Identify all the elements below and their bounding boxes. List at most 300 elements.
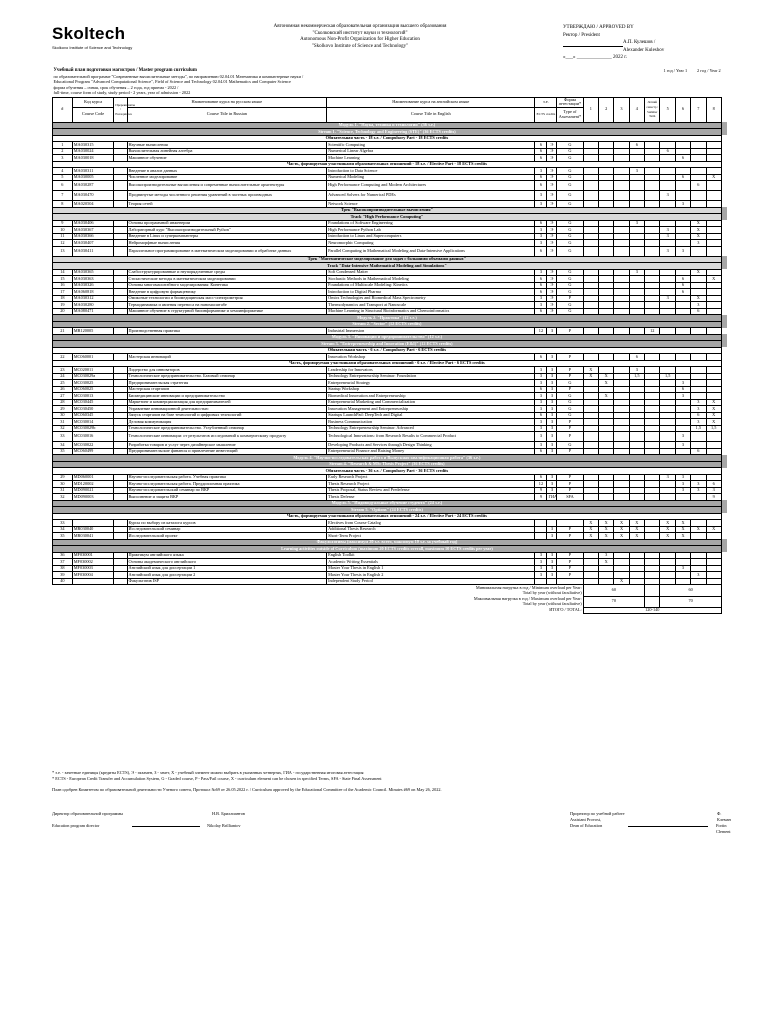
term-cell: X bbox=[629, 520, 644, 527]
exam-type: З bbox=[547, 425, 557, 432]
term-cell bbox=[629, 246, 644, 256]
course-title-en: High Performance Python Lab bbox=[327, 227, 535, 234]
term-cell bbox=[675, 191, 690, 201]
row-number: 2 bbox=[53, 148, 73, 155]
grading-type: G bbox=[557, 246, 583, 256]
exam-type: З bbox=[547, 565, 557, 572]
credits: 6 bbox=[535, 386, 547, 393]
credits: 3 bbox=[535, 432, 547, 442]
module-title-en: Track "High Performance Computing" bbox=[53, 214, 722, 221]
term-cell bbox=[691, 246, 706, 256]
grading-type: G bbox=[557, 220, 583, 227]
credits: 6 bbox=[535, 155, 547, 162]
course-title-ru: Основы академического английского bbox=[127, 559, 327, 566]
exam-type: З bbox=[547, 373, 557, 380]
term-cell bbox=[614, 181, 629, 191]
grading-type: P bbox=[557, 552, 583, 559]
course-code: MC030450 bbox=[72, 406, 114, 413]
course-title-en: Technology Entrepreneurship Seminar: Foundation bbox=[327, 373, 535, 380]
logo-tagline: Skolkovo Institute of Science and Technology bbox=[52, 45, 133, 50]
grading-type: G bbox=[557, 240, 583, 247]
credits: 3 bbox=[535, 227, 547, 234]
year1-header: 1 год / Year 1 bbox=[663, 68, 688, 74]
term-cell: X bbox=[660, 526, 675, 533]
credits: 3 bbox=[535, 425, 547, 432]
course-title-ru: Английский язык для диссертации 2 bbox=[127, 572, 327, 579]
course-title-ru: Омиксные технологии и биомедицинская масс-спектрометрия bbox=[127, 295, 327, 302]
course-title-en: Thesis Defense bbox=[327, 494, 535, 501]
module-title: Модуль 5. "Индивидуальные обучение студента" (24 з.е.) bbox=[53, 500, 722, 507]
term-cell bbox=[629, 191, 644, 201]
course-title-en: Introduction to Linux and Supercomputers bbox=[327, 233, 535, 240]
title-en-header: Наименование курса на английском языке bbox=[327, 97, 535, 107]
term-cell: 3 bbox=[660, 295, 675, 302]
term-cell: X bbox=[583, 367, 598, 374]
term-cell: X bbox=[675, 520, 690, 527]
table-cell bbox=[721, 432, 727, 442]
course-title-en: Innovation Workshop bbox=[327, 354, 535, 361]
course-code: MA030406 bbox=[72, 220, 114, 227]
section-title: Обязательная часть - 18 з.е. / Compulsory Part - 18 ECTS credits bbox=[53, 135, 722, 142]
credits: 3 bbox=[535, 442, 547, 449]
term-cell bbox=[629, 181, 644, 191]
course-code: MA030312 bbox=[72, 295, 114, 302]
credits: 3 bbox=[535, 240, 547, 247]
row-number: 31 bbox=[53, 419, 73, 426]
exam-type: З bbox=[547, 481, 557, 488]
row-number: 14 bbox=[53, 269, 73, 276]
term-cell: 3 bbox=[691, 302, 706, 309]
course-title-ru: Факультатив ISP bbox=[127, 578, 327, 585]
max-load-year1: 70 bbox=[583, 596, 644, 607]
term-cell: 3 bbox=[691, 399, 706, 406]
min-load-year2: 60 bbox=[660, 585, 721, 597]
term-cell: 1,5 bbox=[691, 425, 706, 432]
grading-type: P bbox=[557, 425, 583, 432]
module-title-en: Learning activities outside of Curriculum (maximum 20 ECTS credits overall, maximum 10 ECTS credits per year) bbox=[53, 546, 722, 553]
row-number: 34 bbox=[53, 526, 73, 533]
credits: 3 bbox=[535, 302, 547, 309]
term-cell: X bbox=[598, 393, 613, 400]
exam-type: ГИА bbox=[548, 493, 558, 499]
course-title-en: Industrial Immersion bbox=[327, 328, 535, 335]
row-number: 3 bbox=[53, 155, 73, 162]
term-cell: X bbox=[706, 174, 721, 181]
exam-type: З bbox=[547, 526, 557, 533]
assess-header: Форма аттестации* bbox=[558, 96, 582, 107]
credits: 3 bbox=[535, 552, 547, 559]
grading-type: P bbox=[557, 487, 583, 494]
credits: 12 bbox=[535, 328, 547, 335]
course-code: MA030311 bbox=[72, 168, 114, 175]
row-number: 39 bbox=[53, 572, 73, 579]
course-title-en: Independent Study Period bbox=[327, 578, 535, 585]
term-cell bbox=[706, 181, 721, 191]
course-title-en: Short-Term Project bbox=[327, 533, 535, 540]
term-cell bbox=[706, 432, 721, 442]
course-title-ru: Биомедицинские инновации и предпринимательство bbox=[127, 393, 327, 400]
credits: 6 bbox=[535, 246, 547, 256]
term-cell bbox=[645, 432, 660, 442]
exam-type: З bbox=[547, 419, 557, 426]
course-title-en: Thesis Research Project bbox=[327, 481, 535, 488]
exam-type: Э bbox=[547, 269, 557, 276]
term-cell: X bbox=[691, 233, 706, 240]
skoltech-logo bbox=[52, 24, 132, 50]
course-title-ru: Технологические инновации: от результатов исследований к коммерческому продукту bbox=[127, 432, 327, 442]
course-title-ru: Практикум английского языка bbox=[127, 552, 327, 559]
course-title-ru: Мастерская инноваций bbox=[127, 354, 327, 361]
year2-header: 2 год / Year 2 bbox=[697, 68, 721, 74]
right-signature-name-ru: Ф. Клеман bbox=[717, 811, 731, 822]
exam-type: З bbox=[547, 572, 557, 579]
row-number: 29 bbox=[53, 474, 73, 481]
course-title-ru: Введение в цифровую фармацевтику bbox=[127, 289, 327, 296]
course-title-en: Master Your Thesis in English 2 bbox=[327, 572, 535, 579]
credits: 3 bbox=[535, 201, 547, 208]
course-code: MB120005 bbox=[72, 328, 114, 335]
exam-type: Э bbox=[547, 148, 557, 155]
course-code: MF030004 bbox=[72, 572, 114, 579]
grading-type: P bbox=[557, 481, 583, 488]
approval-title: УТВЕРЖДАЮ / APPROVED BY bbox=[563, 25, 634, 30]
row-number: 22 bbox=[53, 354, 73, 361]
term-cell: X bbox=[660, 533, 675, 540]
term-cell: 3 bbox=[691, 481, 706, 488]
module-title-en: Stream 1. "Science, Technology and Engineering (STE)" (36 ECTS credits) bbox=[53, 129, 722, 136]
course-title-en: Neuromorphic Computing bbox=[327, 240, 535, 247]
course-code: MC030029b bbox=[72, 425, 114, 432]
exam-type: Э bbox=[547, 308, 557, 315]
exam-type: З bbox=[547, 474, 557, 481]
course-title-ru: Технологическое предпринимательство. Базовый семинар bbox=[127, 373, 327, 380]
course-code: MA030287 bbox=[72, 181, 114, 191]
course-code: MA080471 bbox=[72, 308, 114, 315]
module-title: Модуль 2. "Практика" (12 з.е.) bbox=[53, 315, 722, 322]
term-cell: X bbox=[691, 220, 706, 227]
table-row bbox=[53, 181, 728, 191]
term-cell: 3 bbox=[675, 246, 690, 256]
row-number: 34 bbox=[53, 442, 73, 449]
code-header: Код курса bbox=[72, 97, 114, 107]
term-cell bbox=[583, 191, 598, 201]
course-title-en: Introduction to Data Science bbox=[327, 168, 535, 175]
grading-type: G bbox=[557, 308, 583, 315]
grading-type: G bbox=[557, 168, 583, 175]
term-cell: 6 bbox=[660, 148, 675, 155]
course-title-ru: Технологическое предпринимательство. Углубленный семинар bbox=[127, 425, 327, 432]
course-title-ru: Выполнение и защита ВКР bbox=[127, 494, 327, 501]
org-line: Автономная некоммерческая образовательная организация высшего образования bbox=[273, 24, 447, 29]
row-number: 6 bbox=[53, 181, 73, 191]
course-code: MA030367 bbox=[72, 227, 114, 234]
row-number: 35 bbox=[53, 533, 73, 540]
course-title-en: Technology Entrepreneurship Seminar: Advanced bbox=[327, 425, 535, 432]
credits: 3 bbox=[535, 419, 547, 426]
term-cell: 3 bbox=[660, 246, 675, 256]
module-title-en: Stream 4. "Research & MSc Thesis Project" (36 ECTS credits) bbox=[53, 461, 722, 468]
credits: 3 bbox=[535, 367, 547, 374]
course-title-ru: Стохастические методы в математическом моделировании bbox=[127, 276, 327, 283]
credits: 9 bbox=[535, 487, 547, 494]
grading-type: P bbox=[557, 386, 583, 393]
credits-header-en: ECTS credits bbox=[535, 107, 557, 122]
term-cell: 3 bbox=[629, 367, 644, 374]
table-cell bbox=[721, 585, 727, 597]
grading-type: SFA bbox=[557, 494, 583, 501]
row-number: 9 bbox=[53, 220, 73, 227]
credits: 6 bbox=[535, 289, 547, 296]
row-number: 32 bbox=[53, 425, 73, 432]
term-cell bbox=[691, 191, 706, 201]
exam-type: Э bbox=[547, 142, 557, 149]
term-cell bbox=[706, 246, 721, 256]
course-code: MA030407 bbox=[72, 240, 114, 247]
term-cell bbox=[583, 432, 598, 442]
exam-type: Э bbox=[547, 233, 557, 240]
course-title-en: Electives from Course Catalog bbox=[327, 520, 535, 527]
course-title-en: Thermodynamics and Transport at Nanoscale bbox=[327, 302, 535, 309]
course-title-en: Advanced Solvers for Numerical PDEs bbox=[327, 191, 535, 201]
summer-total bbox=[645, 596, 660, 607]
course-code: MA030315 bbox=[72, 142, 114, 149]
table-header bbox=[53, 97, 728, 107]
exam-type: Э bbox=[547, 246, 557, 256]
course-title-en: Numerical Linear Algebra bbox=[327, 148, 535, 155]
prereq-cell bbox=[114, 432, 127, 442]
term-cell: X bbox=[675, 526, 690, 533]
term-cell: X bbox=[706, 276, 721, 283]
term-cell: 3 bbox=[675, 380, 690, 387]
term-cell: X bbox=[598, 559, 613, 566]
course-title-en: Entrepreneurial Finance and Raising Money bbox=[327, 448, 535, 455]
row-number: 32 bbox=[53, 494, 73, 501]
row-number: 8 bbox=[53, 201, 73, 208]
grading-type: G bbox=[557, 155, 583, 162]
term-cell bbox=[598, 432, 613, 442]
row-number: 33 bbox=[53, 520, 73, 527]
term-cell: 3 bbox=[675, 432, 690, 442]
term-cell: 3 bbox=[691, 419, 706, 426]
course-code: MC030025 bbox=[72, 380, 114, 387]
exam-type: Э bbox=[547, 168, 557, 175]
term-cell: 3 bbox=[675, 393, 690, 400]
term-cell: 6 bbox=[675, 386, 690, 393]
row-number: 38 bbox=[53, 565, 73, 572]
grading-type: G bbox=[557, 393, 583, 400]
exam-type: З bbox=[547, 442, 557, 449]
credits: 6 bbox=[535, 276, 547, 283]
term-cell: 3 bbox=[675, 481, 690, 488]
grading-type: P bbox=[557, 526, 583, 533]
course-code: MA060818 bbox=[72, 289, 114, 296]
grading-type: P bbox=[557, 419, 583, 426]
table-cell bbox=[721, 191, 727, 201]
course-title-en: Startup Workshop bbox=[327, 386, 535, 393]
exam-type: З bbox=[547, 552, 557, 559]
credits: 6 bbox=[535, 181, 547, 191]
term-cell: X bbox=[660, 520, 675, 527]
term-cell: 3 bbox=[660, 227, 675, 234]
course-title-en: Machine Learning in Structural Bioinformatics and Chemoinformatics bbox=[327, 308, 535, 315]
course-title-ru: Лидерство для инноваторов bbox=[127, 367, 327, 374]
row-number: 20 bbox=[53, 308, 73, 315]
course-code: MA030024 bbox=[72, 148, 114, 155]
grading-type: G bbox=[557, 276, 583, 283]
prereq-cell bbox=[114, 191, 127, 201]
min-load-sub: Total by year (without facultative) bbox=[522, 590, 582, 596]
grading-type: P bbox=[557, 565, 583, 572]
row-number: 35 bbox=[53, 448, 73, 455]
course-code: MC020011 bbox=[72, 367, 114, 374]
table-cell bbox=[721, 181, 727, 191]
table-cell bbox=[721, 97, 727, 122]
course-title-en: Leadership for Innovators bbox=[327, 367, 535, 374]
term-cell: 3 bbox=[629, 220, 644, 227]
row-number: 5 bbox=[53, 174, 73, 181]
term-cell bbox=[629, 432, 644, 442]
module-title: Модуль 4. "Научно-исследовательская работа и Выпускная квалификационная работа" (36 з.е.) bbox=[53, 455, 722, 462]
credits: 6 bbox=[535, 354, 547, 361]
exam-type: Э bbox=[547, 220, 557, 227]
term-header: 4 bbox=[629, 97, 644, 122]
course-title-en: Foundations of Software Engineering bbox=[327, 220, 535, 227]
approval-signature bbox=[563, 39, 733, 47]
course-title-en: Innovation Management and Entrepreneurship bbox=[327, 406, 535, 413]
module-title: Трек "Математическое моделирование для задач с большими объемами данных" bbox=[53, 256, 722, 263]
exam-type: З bbox=[547, 559, 557, 566]
term-cell: 3 bbox=[691, 487, 706, 494]
right-signature-role-en2: Dean of Education bbox=[570, 823, 603, 828]
exam-type: З bbox=[547, 533, 557, 540]
max-load-label: Максимальная нагрузка в год / Maximum overload per Year: bbox=[473, 595, 582, 601]
total-value: 120-140 bbox=[583, 607, 721, 614]
course-title-ru: Введение в Linux и суперкомпьютеры bbox=[127, 233, 327, 240]
section-title: Часть, формируемая участниками образовательных отношений - 6 з.е. / Elective Part - 6 ECTS credits bbox=[53, 360, 722, 367]
course-title-ru: Производственная практика bbox=[127, 328, 327, 335]
course-title-en: Biomedical Innovation and Entrepreneurship bbox=[327, 393, 535, 400]
course-title-ru: Маркетинг и коммерциализация для предпринимателей bbox=[127, 399, 327, 406]
grading-type: P bbox=[557, 474, 583, 481]
row-number: 17 bbox=[53, 289, 73, 296]
row-number: 18 bbox=[53, 295, 73, 302]
term-cell bbox=[598, 181, 613, 191]
table-cell bbox=[721, 607, 727, 614]
table-row bbox=[53, 246, 728, 256]
grading-type: G bbox=[557, 282, 583, 289]
row-number: 11 bbox=[53, 233, 73, 240]
course-code: MC030029a bbox=[72, 373, 114, 380]
exam-type: Э bbox=[547, 302, 557, 309]
credits: 3 bbox=[535, 168, 547, 175]
grading-type: P bbox=[557, 354, 583, 361]
row-number: 30 bbox=[53, 481, 73, 488]
row-number: 7 bbox=[53, 191, 73, 201]
credits: 3 bbox=[535, 565, 547, 572]
right-signature-role: Проректор по учебной работе bbox=[570, 811, 625, 816]
term-cell bbox=[645, 246, 660, 256]
term-cell: X bbox=[706, 526, 721, 533]
right-signature-line bbox=[628, 823, 708, 829]
exam-type: З bbox=[547, 393, 557, 400]
row-number: 33 bbox=[53, 432, 73, 442]
credits: 6 bbox=[535, 174, 547, 181]
term-cell: 3 bbox=[598, 552, 613, 559]
table-cell bbox=[721, 246, 727, 256]
course-title-ru: Основы многомасштабного моделирования: Кинетика bbox=[127, 282, 327, 289]
term-cell: X bbox=[614, 533, 629, 540]
term-cell: X bbox=[691, 227, 706, 234]
org-line: "Сколковский институт науки и технологий" bbox=[312, 30, 408, 36]
credits: 3 bbox=[535, 295, 547, 302]
exam-type: З bbox=[547, 367, 557, 374]
exam-type: З bbox=[547, 412, 557, 419]
row-number: 30 bbox=[53, 412, 73, 419]
course-title-en: Thesis Proposal, Status Review and Predefense bbox=[327, 487, 535, 494]
term-cell: X bbox=[598, 520, 613, 527]
approval-date: «___» ______________ 2022 г. bbox=[563, 55, 627, 60]
table-row bbox=[53, 191, 728, 201]
term-cell: 1,5 bbox=[660, 373, 675, 380]
course-title-ru: Параллельное программирование в математическом моделировании и обработке данных bbox=[127, 246, 327, 256]
grading-type: G bbox=[557, 442, 583, 449]
min-load-label: Минимальная нагрузка в год / Minimum overload per Year: bbox=[475, 584, 582, 590]
row-number: 21 bbox=[53, 328, 73, 335]
exam-type: З bbox=[547, 386, 557, 393]
term-cell bbox=[583, 181, 598, 191]
course-code: MD120002 bbox=[72, 481, 114, 488]
row-number: 23 bbox=[53, 367, 73, 374]
grading-type: G bbox=[557, 181, 583, 191]
title-en-header-en: Course Title in English bbox=[327, 107, 535, 122]
grading-type: G bbox=[557, 302, 583, 309]
course-title-ru: Высокопроизводительные вычисления и современные вычислительные архитектуры bbox=[127, 181, 327, 191]
course-title-en: Machine Learning bbox=[327, 155, 535, 162]
course-title-ru: Исследовательский проект bbox=[127, 533, 327, 540]
section-title: Часть, формируемая участниками образовательных отношений - 18 з.е. / Elective Part - 18 ECTS credits bbox=[53, 161, 722, 168]
term-cell bbox=[645, 181, 660, 191]
course-title-ru: Лабораторный курс "Высокопроизводительный Python" bbox=[127, 227, 327, 234]
term-cell bbox=[598, 191, 613, 201]
term-cell: 3 bbox=[691, 572, 706, 579]
course-code: MF030002 bbox=[72, 559, 114, 566]
course-title-ru: Английский язык для диссертации 1 bbox=[127, 565, 327, 572]
course-code: MA030280 bbox=[72, 302, 114, 309]
course-title-en: Stochastic Methods in Mathematical Modeling bbox=[327, 276, 535, 283]
course-title-ru: Предпринимательская стратегия bbox=[127, 380, 327, 387]
left-signature-name-ru: Н.В. Бриллиантов bbox=[212, 811, 245, 816]
term-cell: X bbox=[691, 269, 706, 276]
exam-type: Э bbox=[547, 289, 557, 296]
term-cell: 6 bbox=[691, 448, 706, 455]
footnotes bbox=[52, 770, 732, 793]
grading-type: G bbox=[557, 233, 583, 240]
term-cell: 6 bbox=[675, 174, 690, 181]
credits: 3 bbox=[535, 191, 547, 201]
curriculum-table bbox=[52, 69, 727, 614]
exam-type: З bbox=[547, 399, 557, 406]
exam-type: З bbox=[547, 354, 557, 361]
row-number: 25 bbox=[53, 380, 73, 387]
term-cell: 3 bbox=[660, 233, 675, 240]
info-line: форма обучения – очная, срок обучения – 2 года, год приема - 2022 / bbox=[53, 84, 179, 90]
course-title-en: Omics Technologies and Biomedical Mass Spectrometry bbox=[327, 295, 535, 302]
left-signature-line bbox=[132, 823, 200, 829]
term-cell: X bbox=[706, 399, 721, 406]
course-code: MC060001 bbox=[72, 354, 114, 361]
summer-total bbox=[645, 585, 660, 597]
row-number: 31 bbox=[53, 487, 73, 494]
